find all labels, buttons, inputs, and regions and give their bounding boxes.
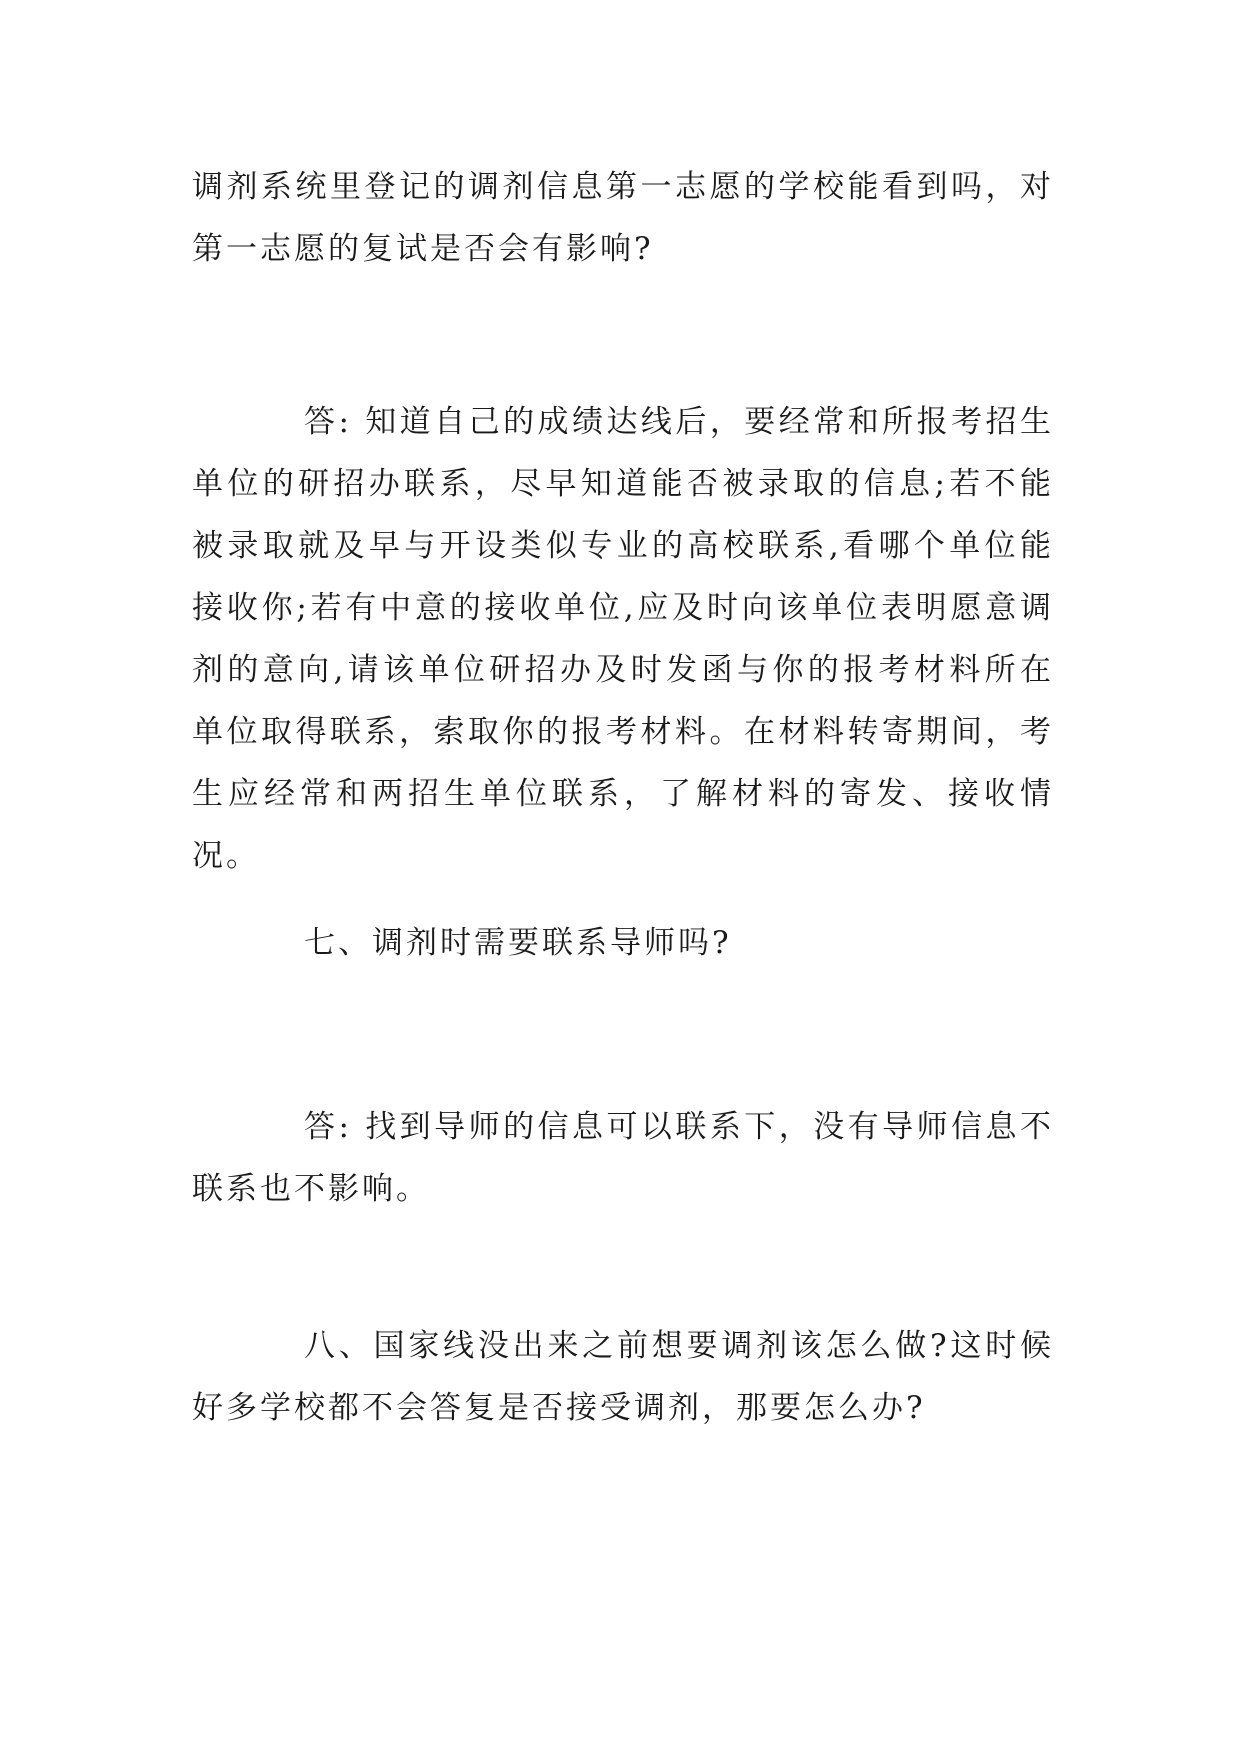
question-heading-seven: 七、调剂时需要联系导师吗? xyxy=(304,925,732,961)
answer-paragraph: 答: 知道自己的成绩达线后，要经常和所报考招生单位的研招办联系，尽早知道能否被录取的信息;若不能被录取就及早与开设类似专业的高校联系,看哪个单位能接收你;若有中意的接收单位,应及时向该单位表明愿意调剂的意向,请该单位研招办及时发函与你的报考材料所在单位取得联系，索取你的报考材料。在材料转寄期间，考生应经常和两招生单位联系，了解材料的寄发、接收情况。 xyxy=(192,404,1054,874)
answer-paragraph: 答: 找到导师的信息可以联系下，没有导师信息不联系也不影响。 xyxy=(192,1109,1054,1207)
question-paragraph-continued: 调剂系统里登记的调剂信息第一志愿的学校能看到吗，对第一志愿的复试是否会有影响? xyxy=(192,169,1054,267)
question-heading-eight: 八、国家线没出来之前想要调剂该怎么做?这时候好多学校都不会答复是否接受调剂，那要怎么办? xyxy=(192,1328,1054,1426)
